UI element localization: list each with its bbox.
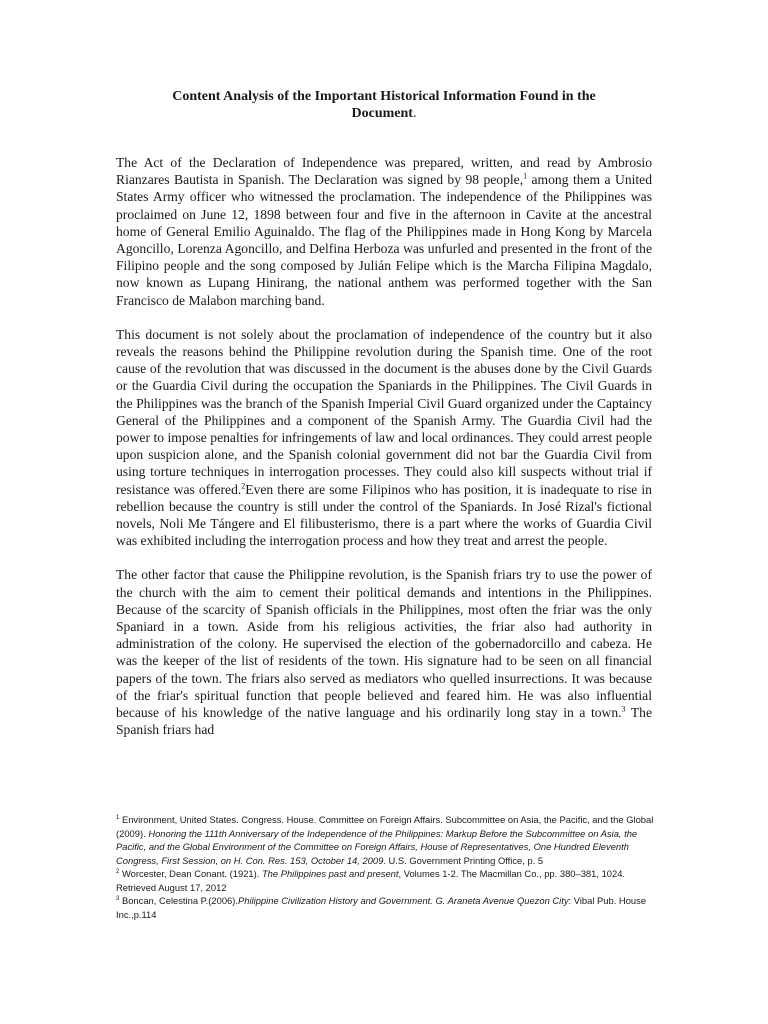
paragraph-3-text-a: The other factor that cause the Philippine revolution, is the Spanish friars try to use the power of the church with the aim to cement their political demands and intentions in the Philippines. Because of the scarcity of Spanish officials in the Philippines, most often the friar was the only Spaniard in a town. Aside from his religious activities, the friar also had authority in administration of the colony. He supervised the election of the gobernadorcillo and cabeza. He was the keeper of the list of residents of the town. His signature had to be seen on all financial papers of the town. The friars also served as mediators who quelled insurrections. It was because of the friar's spiritual function that people believed and feared him. He was also influential because of his knowledge of the native language and his ordinarily long stay in a town.	[116, 567, 652, 721]
paragraph-1	[116, 154, 652, 309]
footnote-2-text-b: , Volumes 1-2. The Macmillan Co., pp. 380–381, 1024. Retrieved August 17, 2012	[116, 868, 626, 893]
footnote-2-number: 2	[116, 868, 120, 875]
footnote-ref-1: 1	[523, 171, 528, 181]
footnotes	[116, 813, 656, 921]
footnote-1-title: Honoring the 111th Anniversary of the Independence of the Philippines: Markup Before the Subcommittee on Asia, the Pacific, and the Global Environment of the Committee on Foreign Affairs, House of Representatives, One Hundred Eleventh Congress, First Session, on H. Con. Res. 153, October 14, 2009	[116, 827, 638, 866]
footnote-3-text-b: : Vibal Pub. House Inc.,p.114	[116, 895, 647, 920]
footnote-ref-2: 2	[241, 481, 246, 491]
page-title	[140, 88, 628, 122]
footnote-2-title: The Philippines past and present	[261, 868, 399, 879]
footnote-3-number: 3	[116, 895, 120, 902]
paragraph-2-text-b: Even there are some Filipinos who has position, it is inadequate to rise in rebellion because the country is still under the control of the Spaniards. In José Rizal's fictional novels, Noli Me Tángere and El filibusterismo, there is a part where the works of Guardia Civil was exhibited including the interrogation process and how they treat and arrest the people.	[116, 481, 652, 549]
footnote-1-text-b: . U.S. Government Printing Office, p. 5	[383, 854, 544, 866]
footnote-ref-3: 3	[621, 704, 626, 714]
title-text: Content Analysis of the Important Historical Information Found in the Document	[172, 89, 596, 121]
paragraph-3	[116, 566, 652, 738]
footnote-1-number: 1	[116, 814, 120, 821]
paragraph-2	[116, 326, 652, 550]
paragraph-1-text-b: among them a United States Army officer who witnessed the proclamation. The independence of the Philippines was proclaimed on June 12, 1898 between four and five in the afternoon in Cavite at the ancestral home of General Emilio Aguinaldo. The flag of the Philippines made in Hong Kong by Marcela Agoncillo, Lorenza Agoncillo, and Delfina Herboza was unfurled and presented in the front of the Filipino people and the song composed by Julián Felipe which is the Marcha Filipina Magdalo, now known as Lupang Hinirang, the national anthem was performed together with the San Francisco de Malabon marching band.	[116, 172, 652, 308]
footnote-3-title: Philippine Civilization History and Government. G. Araneta Avenue Quezon City	[238, 895, 569, 906]
footnote-2-text-a: Worcester, Dean Conant. (1921).	[119, 868, 262, 879]
footnote-1-text-a: Environment, United States. Congress. House. Committee on Foreign Affairs. Subcommittee on Asia, the Pacific, and the Global (2009).	[116, 814, 654, 839]
paragraph-1-text-a: The Act of the Declaration of Independence was prepared, written, and read by Ambrosio Rianzares Bautista in Spanish. The Declaration was signed by 98 people,	[116, 155, 652, 188]
body-text	[116, 154, 652, 739]
title-period: .	[412, 106, 417, 121]
paragraph-2-text-a: This document is not solely about the proclamation of independence of the country but it also reveals the reasons behind the Philippine revolution during the Spanish time. One of the root cause of the revolution that was discussed in the document is the abuses done by the Civil Guards or the Guardia Civil during the occupation the Spaniards in the Philippines. The Civil Guards in the Philippines was the branch of the Spanish Imperial Civil Guard organized under the Captaincy General of the Philippines and a component of the Spanish Army. The Guardia Civil had the power to impose penalties for infringements of law and local ordinances. They could arrest people upon suspicion alone, and the Spanish colonial government did not bar the Guardia Civil from using torture techniques in interrogation processes. They could also kill suspects without trial if resistance was offered.	[116, 326, 652, 497]
footnote-1	[116, 813, 656, 867]
footnote-3	[116, 894, 656, 921]
paragraph-3-text-b: The Spanish friars had	[116, 705, 652, 738]
footnote-2	[116, 867, 656, 894]
footnote-3-text-a: Boncan, Celestina P.(2006).	[119, 895, 238, 906]
